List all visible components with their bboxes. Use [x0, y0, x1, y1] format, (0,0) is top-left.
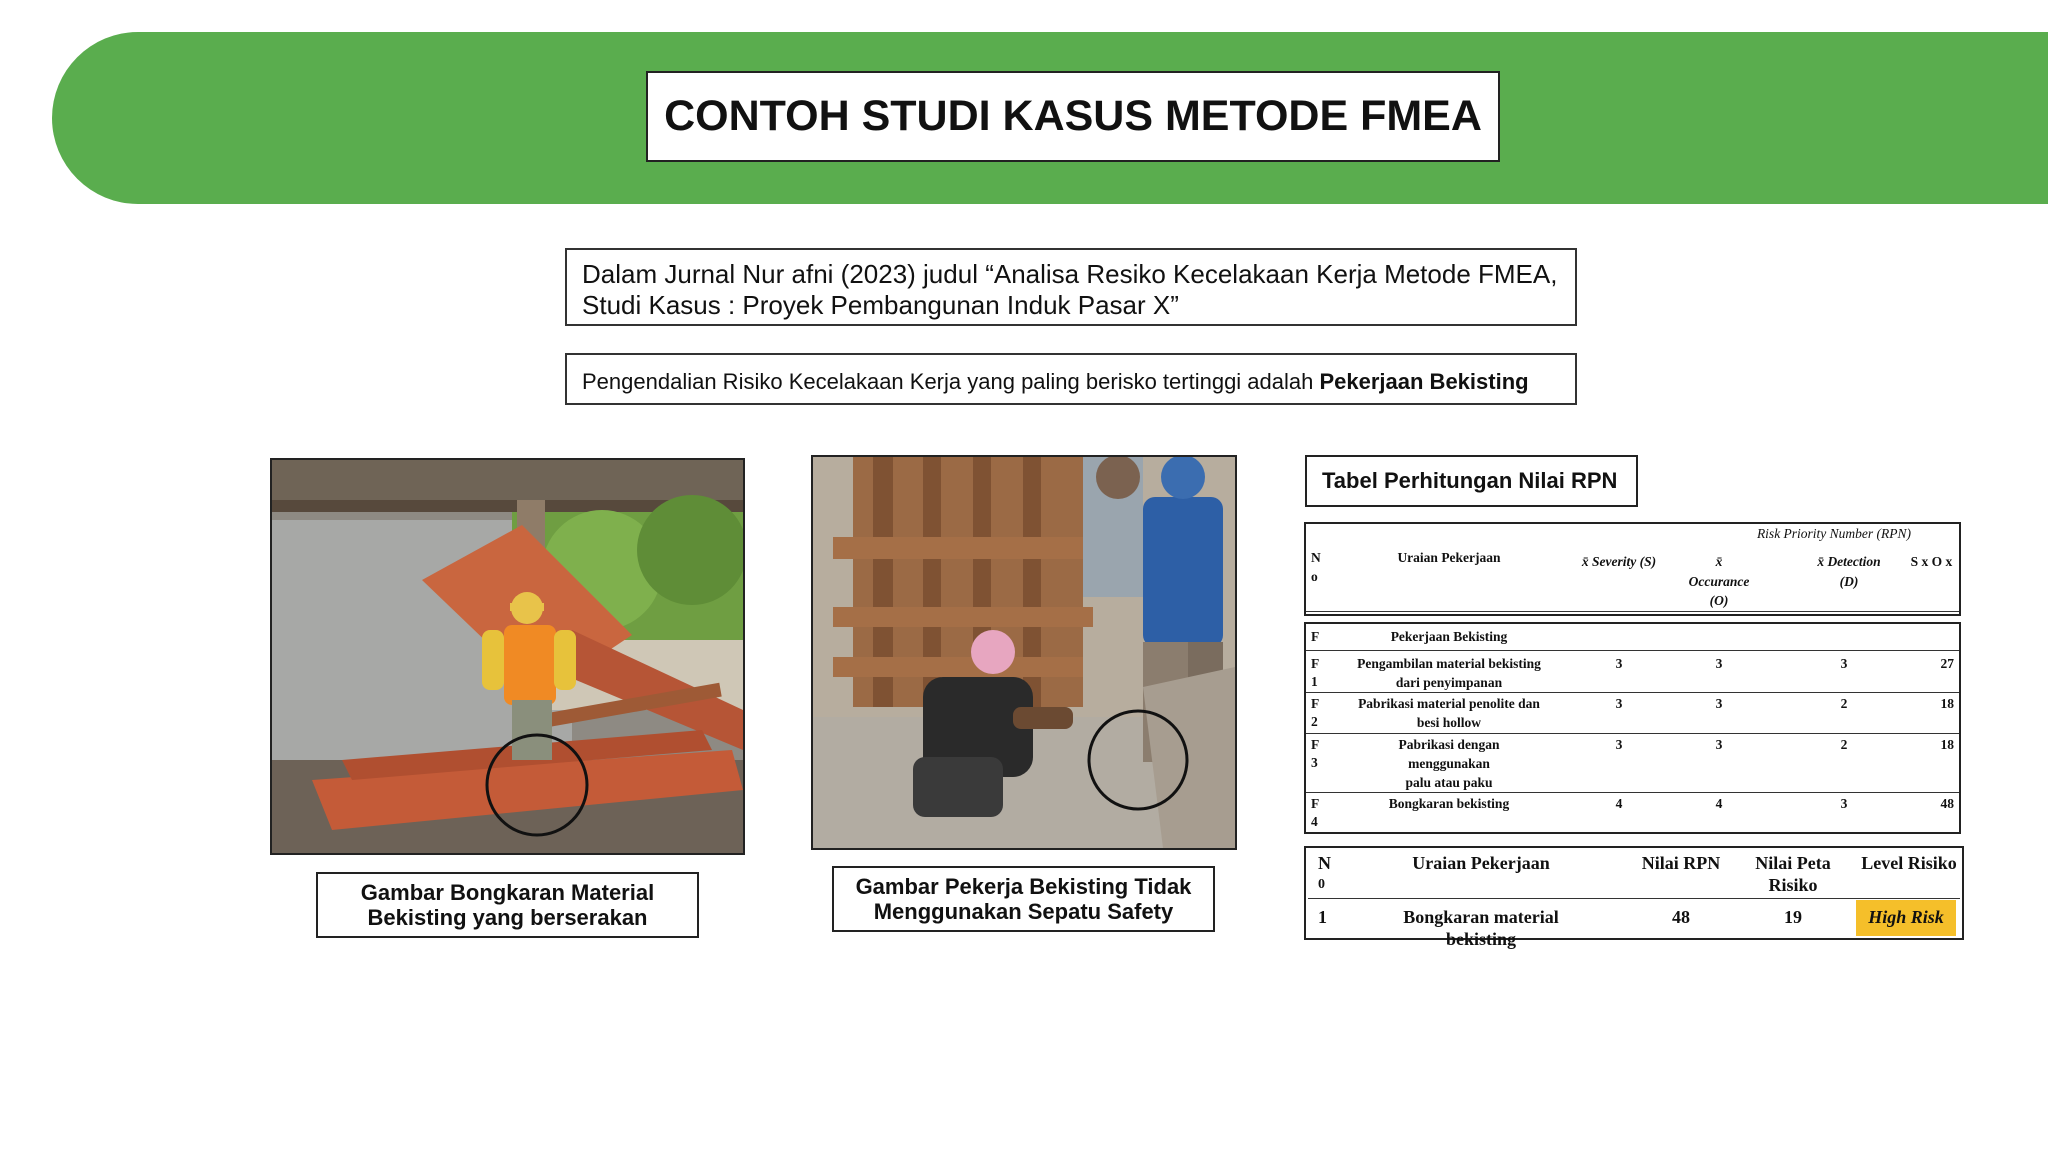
risk-level-table [1304, 846, 1964, 949]
row-2-task-1: Pabrikasi material penolite dan [1358, 696, 1540, 711]
row-1-severity: 3 [1615, 656, 1623, 671]
row-3-rpn: 18 [1940, 737, 1954, 752]
risk-row-rpn: 48 [1672, 907, 1690, 927]
risk-header-level: Level Risiko [1861, 853, 1957, 873]
header-divider [1306, 611, 1959, 612]
row-2-code-1: F [1311, 696, 1320, 711]
conclusion-text: Pengendalian Risiko Kecelakaan Kerja yang paling berisko tertinggi adalah [582, 369, 1320, 394]
caption-no-safety-shoes [832, 866, 1215, 932]
photo-scattered-formwork [270, 458, 745, 855]
page-title: CONTOH STUDI KASUS METODE FMEA [646, 71, 1500, 162]
header-occurance-1: x̄ [1715, 554, 1723, 569]
row-3-divider [1306, 792, 1959, 793]
conclusion-bold-text: Pekerjaan Bekisting [1319, 369, 1529, 394]
header-product: S x O x [1910, 554, 1953, 569]
risk-header-divider [1308, 898, 1960, 899]
row-2-rpn: 18 [1940, 696, 1954, 711]
photo-scattered-formwork-image [272, 460, 743, 853]
row-4-detection: 3 [1840, 796, 1848, 811]
row-3-task-2: menggunakan [1408, 756, 1490, 771]
row-3-code-2: 3 [1311, 755, 1318, 770]
row-3-code-1: F [1311, 737, 1320, 752]
row-4-occurance: 4 [1715, 796, 1723, 811]
risk-row-map: 19 [1784, 907, 1802, 927]
journal-reference-box [565, 248, 1577, 326]
row-2-divider [1306, 733, 1959, 734]
risk-row-task: Bongkaran material bekisting [1403, 907, 1559, 949]
risk-header-map: Nilai Peta Risiko [1755, 853, 1831, 895]
row-2-severity: 3 [1615, 696, 1623, 711]
section-label: Pekerjaan Bekisting [1390, 629, 1508, 644]
section-divider [1306, 650, 1959, 651]
row-1-detection: 3 [1840, 656, 1848, 671]
caption-2-line-1: Gambar Pekerja Bekisting Tidak [855, 874, 1192, 899]
caption-scattered-formwork [316, 872, 699, 938]
row-4-rpn: 48 [1940, 796, 1954, 811]
photo-worker-no-safety-shoes [811, 455, 1237, 850]
caption-2-line-2: Menggunakan Sepatu Safety [873, 899, 1174, 924]
row-4-task-1: Bongkaran bekisting [1388, 796, 1510, 811]
header-no-1: N [1311, 550, 1321, 565]
header-severity: x̄ Severity (S) [1581, 554, 1657, 569]
row-2-detection: 2 [1840, 696, 1848, 711]
risk-row-level: High Risk [1868, 907, 1944, 927]
row-1-task-1: Pengambilan material bekisting [1357, 656, 1541, 671]
risk-header-rpn: Nilai RPN [1641, 853, 1721, 873]
header-no-2: o [1311, 569, 1318, 584]
rpn-group-header: Risk Priority Number (RPN) [1756, 526, 1912, 541]
row-3-occurance: 3 [1715, 737, 1723, 752]
row-2-occurance: 3 [1715, 696, 1723, 711]
row-1-task-2: dari penyimpanan [1395, 675, 1503, 690]
caption-1-line-2: Bekisting yang berserakan [367, 905, 648, 930]
row-4-code-1: F [1311, 796, 1320, 811]
section-code: F [1311, 629, 1320, 644]
photo-worker-no-safety-shoes-image [813, 457, 1235, 848]
caption-1-line-1: Gambar Bongkaran Material [360, 880, 655, 905]
header-task: Uraian Pekerjaan [1397, 550, 1501, 565]
row-1-occurance: 3 [1715, 656, 1723, 671]
journal-reference-line-2: Studi Kasus : Proyek Pembangunan Induk Pasar X” [582, 290, 1179, 320]
row-4-severity: 4 [1615, 796, 1623, 811]
header-occurance-2: Occurance [1688, 574, 1750, 589]
row-1-divider [1306, 692, 1959, 693]
rpn-table [1304, 522, 1961, 834]
risk-row-no: 1 [1318, 907, 1327, 927]
journal-reference-line-1: Dalam Jurnal Nur afni (2023) judul “Analisa Resiko Kecelakaan Kerja Metode FMEA, [582, 259, 1558, 289]
row-3-task-3: palu atau paku [1405, 775, 1493, 790]
row-3-task-1: Pabrikasi dengan [1398, 737, 1500, 752]
row-1-code-1: F [1311, 656, 1320, 671]
row-2-code-2: 2 [1311, 714, 1318, 729]
row-3-severity: 3 [1615, 737, 1623, 752]
header-occurance-3: (O) [1709, 593, 1729, 608]
conclusion-box [565, 353, 1577, 405]
row-1-rpn: 27 [1940, 656, 1954, 671]
risk-header-task: Uraian Pekerjaan [1412, 853, 1550, 873]
rpn-table-title: Tabel Perhitungan Nilai RPN [1305, 455, 1638, 507]
row-2-task-2: besi hollow [1416, 715, 1482, 730]
risk-header-no-1: N [1318, 853, 1331, 873]
row-1-code-2: 1 [1311, 674, 1318, 689]
row-3-detection: 2 [1840, 737, 1848, 752]
header-detection-2: (D) [1839, 574, 1859, 589]
row-4-code-2: 4 [1311, 814, 1318, 829]
risk-header-no-2: 0 [1318, 877, 1325, 892]
header-detection-1: x̄ Detection [1817, 554, 1881, 569]
